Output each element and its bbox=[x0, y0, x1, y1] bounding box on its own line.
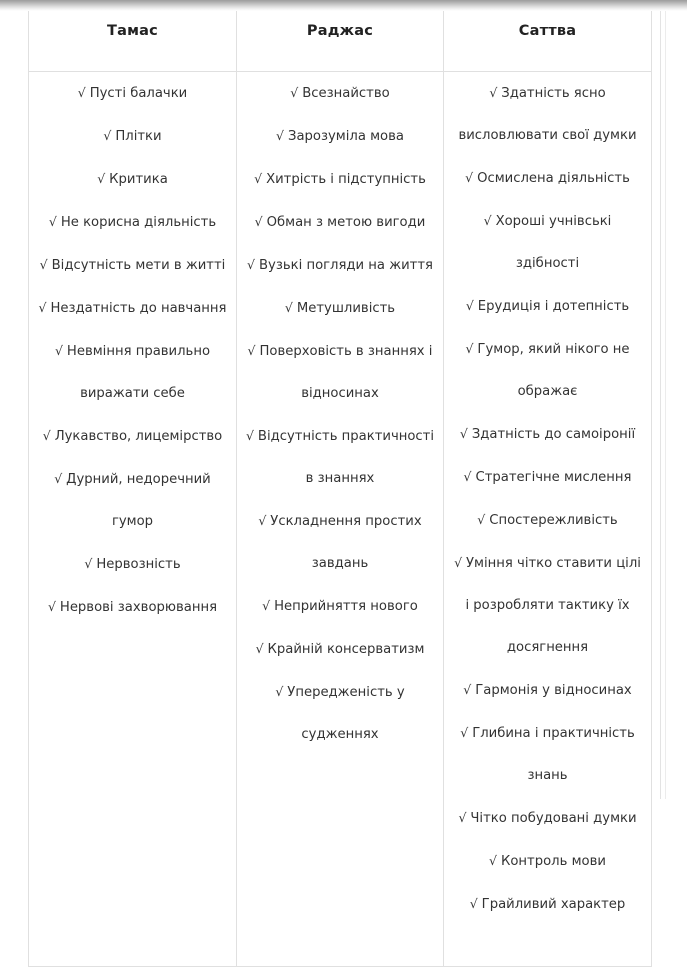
item-list-sattva bbox=[452, 72, 643, 926]
check-mark-icon: √ bbox=[469, 896, 482, 911]
guna-comparison-table bbox=[28, 10, 652, 967]
list-item bbox=[245, 72, 435, 115]
table-body bbox=[29, 72, 652, 967]
check-mark-icon: √ bbox=[489, 85, 502, 100]
list-item-label: Відсутність практичності в знаннях bbox=[257, 429, 435, 486]
check-mark-icon: √ bbox=[247, 257, 259, 272]
list-item-label: Пусті балачки bbox=[89, 86, 188, 101]
list-item bbox=[37, 458, 228, 543]
list-item-label: Поверховість в знаннях і відносинах bbox=[259, 344, 433, 401]
list-item bbox=[245, 201, 435, 244]
check-mark-icon: √ bbox=[458, 810, 471, 825]
column-cell-sattva bbox=[444, 72, 652, 967]
list-item bbox=[452, 72, 643, 157]
column-header-sattva: Саттва bbox=[444, 11, 652, 72]
list-item bbox=[37, 201, 228, 244]
scrollbar-gutter[interactable] bbox=[656, 0, 687, 799]
list-item-label: Нездатність до навчання bbox=[50, 301, 227, 316]
check-mark-icon: √ bbox=[84, 556, 97, 571]
list-item-label: Уміння чітко ставити цілі і розробляти тактику їх досягнення bbox=[465, 556, 641, 655]
list-item-label: Плітки bbox=[115, 129, 162, 144]
scrollbar-edge-line bbox=[665, 0, 666, 799]
list-item-label: Нервові захворювання bbox=[59, 600, 218, 615]
guna-comparison-table-wrapper bbox=[28, 10, 651, 967]
check-mark-icon: √ bbox=[258, 513, 271, 528]
check-mark-icon: √ bbox=[77, 85, 90, 100]
check-mark-icon: √ bbox=[39, 257, 52, 272]
list-item-label: Ускладнення простих завдань bbox=[270, 514, 422, 571]
check-mark-icon: √ bbox=[245, 428, 258, 443]
list-item bbox=[37, 586, 228, 629]
list-item-label: Здатність ясно висловлювати свої думки bbox=[458, 86, 637, 143]
list-item-label: Відсутність мети в житті bbox=[51, 258, 226, 273]
scrollbar-track-line bbox=[660, 0, 661, 799]
check-mark-icon: √ bbox=[275, 684, 288, 699]
list-item-label: Зарозуміла мова bbox=[287, 129, 404, 144]
list-item bbox=[37, 330, 228, 415]
list-item bbox=[37, 158, 228, 201]
table-header bbox=[29, 11, 652, 72]
check-mark-icon: √ bbox=[477, 512, 490, 527]
list-item-label: Гармонія у відносинах bbox=[475, 683, 632, 698]
check-mark-icon: √ bbox=[262, 598, 275, 613]
check-mark-icon: √ bbox=[459, 426, 472, 441]
list-item-label: Ерудиція і дотепність bbox=[477, 299, 630, 314]
check-mark-icon: √ bbox=[254, 214, 267, 229]
page-top-shadow bbox=[0, 0, 687, 11]
list-item-label: Критика bbox=[109, 172, 168, 187]
check-mark-icon: √ bbox=[483, 213, 496, 228]
list-item bbox=[452, 712, 643, 797]
list-item bbox=[452, 883, 643, 926]
list-item bbox=[245, 158, 435, 201]
table-header-row bbox=[29, 11, 652, 72]
list-item bbox=[452, 797, 643, 840]
check-mark-icon: √ bbox=[97, 171, 110, 186]
list-item-label: Глибина і практичність знань bbox=[472, 726, 635, 783]
list-item bbox=[37, 287, 228, 330]
column-cell-tamas bbox=[29, 72, 237, 967]
list-item bbox=[452, 285, 643, 328]
list-item bbox=[452, 200, 643, 285]
list-item-label: Здатність до самоіронії bbox=[471, 427, 636, 442]
list-item bbox=[452, 456, 643, 499]
check-mark-icon: √ bbox=[103, 128, 116, 143]
list-item-label: Осмислена діяльність bbox=[477, 171, 630, 186]
list-item bbox=[37, 543, 228, 586]
list-item bbox=[452, 499, 643, 542]
list-item-label: Стратегічне мислення bbox=[475, 470, 632, 485]
column-header-rajas: Раджас bbox=[237, 11, 444, 72]
list-item-label: Грайливий характер bbox=[481, 897, 626, 912]
check-mark-icon: √ bbox=[54, 343, 67, 358]
item-list-tamas bbox=[37, 72, 228, 629]
list-item-label: Обман з метою вигоди bbox=[266, 215, 426, 230]
list-item-label: Неприйняття нового bbox=[274, 599, 418, 614]
list-item bbox=[37, 244, 228, 287]
list-item bbox=[452, 840, 643, 883]
list-item bbox=[37, 72, 228, 115]
check-mark-icon: √ bbox=[290, 85, 303, 100]
list-item bbox=[452, 413, 643, 456]
list-item bbox=[452, 542, 643, 669]
list-item-label: Гумор, який нікого не ображає bbox=[477, 342, 630, 399]
check-mark-icon: √ bbox=[38, 300, 51, 315]
list-item bbox=[245, 115, 435, 158]
list-item-label: Хороші учнівські здібності bbox=[495, 214, 612, 271]
check-mark-icon: √ bbox=[460, 725, 473, 740]
table-row bbox=[29, 72, 652, 967]
check-mark-icon: √ bbox=[284, 300, 297, 315]
check-mark-icon: √ bbox=[463, 682, 476, 697]
list-item-label: Нервозність bbox=[96, 557, 181, 572]
list-item bbox=[37, 415, 228, 458]
item-list-rajas bbox=[245, 72, 435, 756]
list-item-label: Хитрість і підступність bbox=[266, 172, 426, 187]
column-cell-rajas bbox=[237, 72, 444, 967]
list-item bbox=[245, 415, 435, 500]
list-item bbox=[452, 669, 643, 712]
check-mark-icon: √ bbox=[465, 341, 478, 356]
list-item bbox=[245, 585, 435, 628]
list-item-label: Не корисна діяльність bbox=[60, 215, 217, 230]
list-item bbox=[245, 628, 435, 671]
check-mark-icon: √ bbox=[255, 641, 268, 656]
list-item bbox=[245, 500, 435, 585]
list-item bbox=[245, 244, 435, 287]
check-mark-icon: √ bbox=[254, 171, 267, 186]
list-item-label: Метушливість bbox=[296, 301, 396, 316]
list-item-label: Крайній консерватизм bbox=[267, 642, 425, 657]
list-item bbox=[245, 671, 435, 756]
column-header-tamas: Тамас bbox=[29, 11, 237, 72]
list-item-label: Контроль мови bbox=[501, 854, 606, 869]
list-item bbox=[245, 287, 435, 330]
list-item-label: Всезнайство bbox=[302, 86, 390, 101]
check-mark-icon: √ bbox=[454, 555, 467, 570]
list-item bbox=[37, 115, 228, 158]
list-item bbox=[452, 157, 643, 200]
list-item-label: Вузькі погляди на життя bbox=[258, 258, 433, 273]
check-mark-icon: √ bbox=[247, 343, 260, 358]
check-mark-icon: √ bbox=[489, 853, 501, 868]
list-item-label: Невміння правильно виражати себе bbox=[66, 344, 211, 401]
list-item-label: Чітко побудовані думки bbox=[470, 811, 637, 826]
list-item-label: Дурний, недоречний гумор bbox=[66, 472, 211, 529]
list-item-label: Лукавство, лицемірство bbox=[54, 429, 223, 444]
check-mark-icon: √ bbox=[48, 214, 61, 229]
list-item-label: Упередженість у судженнях bbox=[287, 685, 405, 742]
list-item bbox=[452, 328, 643, 413]
check-mark-icon: √ bbox=[465, 298, 478, 313]
check-mark-icon: √ bbox=[276, 128, 288, 143]
check-mark-icon: √ bbox=[54, 471, 67, 486]
list-item-label: Спостережливість bbox=[489, 513, 618, 528]
check-mark-icon: √ bbox=[463, 469, 476, 484]
list-item bbox=[245, 330, 435, 415]
check-mark-icon: √ bbox=[465, 170, 478, 185]
check-mark-icon: √ bbox=[42, 428, 55, 443]
check-mark-icon: √ bbox=[47, 599, 60, 614]
